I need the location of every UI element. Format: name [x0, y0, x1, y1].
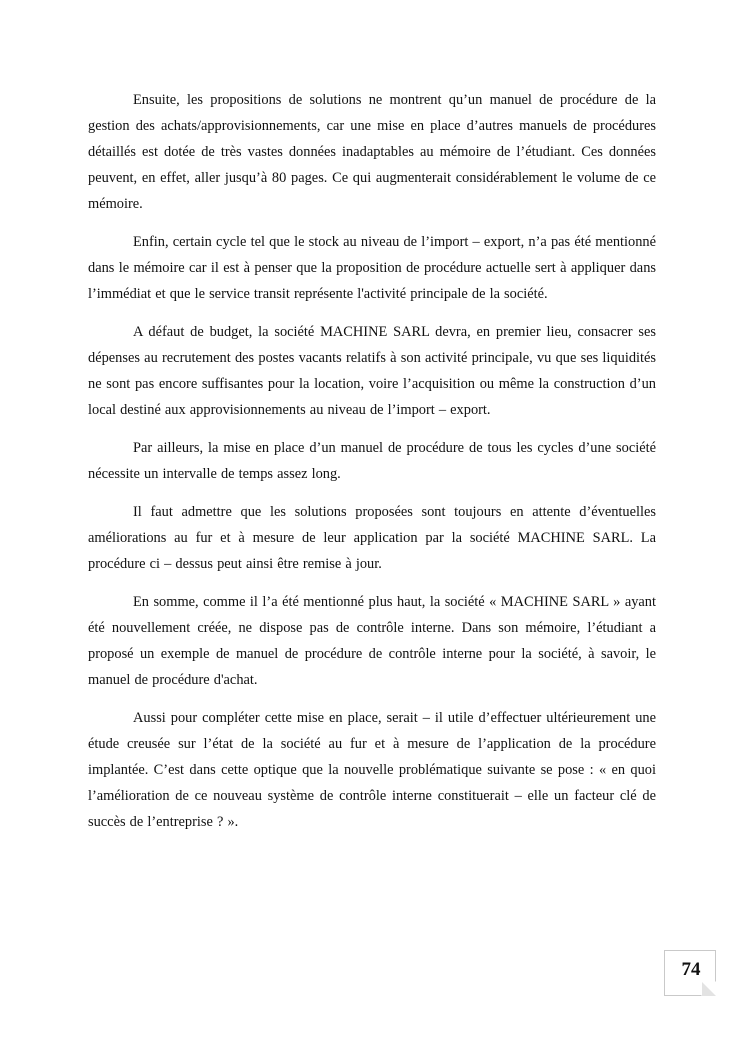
text-body [88, 87, 656, 847]
page-curl-icon [702, 982, 716, 996]
paragraph-6: En somme, comme il l’a été mentionné plus haut, la société « MACHINE SARL » ayant été nouvellement créée, ne dispose pas de contrôle interne. Dans son mémoire, l’étudiant a proposé un exemple de manuel de procédure de contrôle interne pour la société, à savoir, le manuel de procédure d'achat. [88, 594, 656, 688]
paragraph-5: Il faut admettre que les solutions proposées sont toujours en attente d’éventuelles améliorations au fur et à mesure de leur application par la société MACHINE SARL. La procédure ci – dessus peut ainsi être remise à jour. [88, 504, 656, 572]
paragraph-7: Aussi pour compléter cette mise en place, serait – il utile d’effectuer ultérieurement une étude creusée sur l’état de la société au fur et à mesure de l’application de la procédure implantée. C’est dans cette optique que la nouvelle problématique suivante se pose : « en quoi l’amélioration de ce nouveau système de contrôle interne constituerait – elle un facteur clé de succès de l’entreprise ? ». [88, 710, 656, 830]
page-number: 74 [681, 959, 701, 980]
paragraph-2: Enfin, certain cycle tel que le stock au niveau de l’import – export, n’a pas été mentionné dans le mémoire car il est à penser que la proposition de procédure actuelle sert à appliquer dans l’immédiat et que le service transit représente l'activité principale de la société. [88, 234, 656, 302]
paragraph-3: A défaut de budget, la société MACHINE SARL devra, en premier lieu, consacrer ses dépenses au recrutement des postes vacants relatifs à son activité principale, vu que ses liquidités ne sont pas encore suffisantes pour la location, voire l’acquisition ou même la construction d’un local destiné aux approvisionnements au niveau de l’import – export. [88, 324, 656, 418]
page-number-box [664, 950, 716, 996]
paragraph-1: Ensuite, les propositions de solutions ne montrent qu’un manuel de procédure de la gestion des achats/approvisionnements, car une mise en place d’autres manuels de procédures détaillés est dotée de très vastes données inadaptables au mémoire de l’étudiant. Ces données peuvent, en effet, aller jusqu’à 80 pages. Ce qui augmenterait considérablement le volume de ce mémoire. [88, 92, 656, 212]
paragraph-4: Par ailleurs, la mise en place d’un manuel de procédure de tous les cycles d’une société nécessite un intervalle de temps assez long. [88, 440, 656, 482]
